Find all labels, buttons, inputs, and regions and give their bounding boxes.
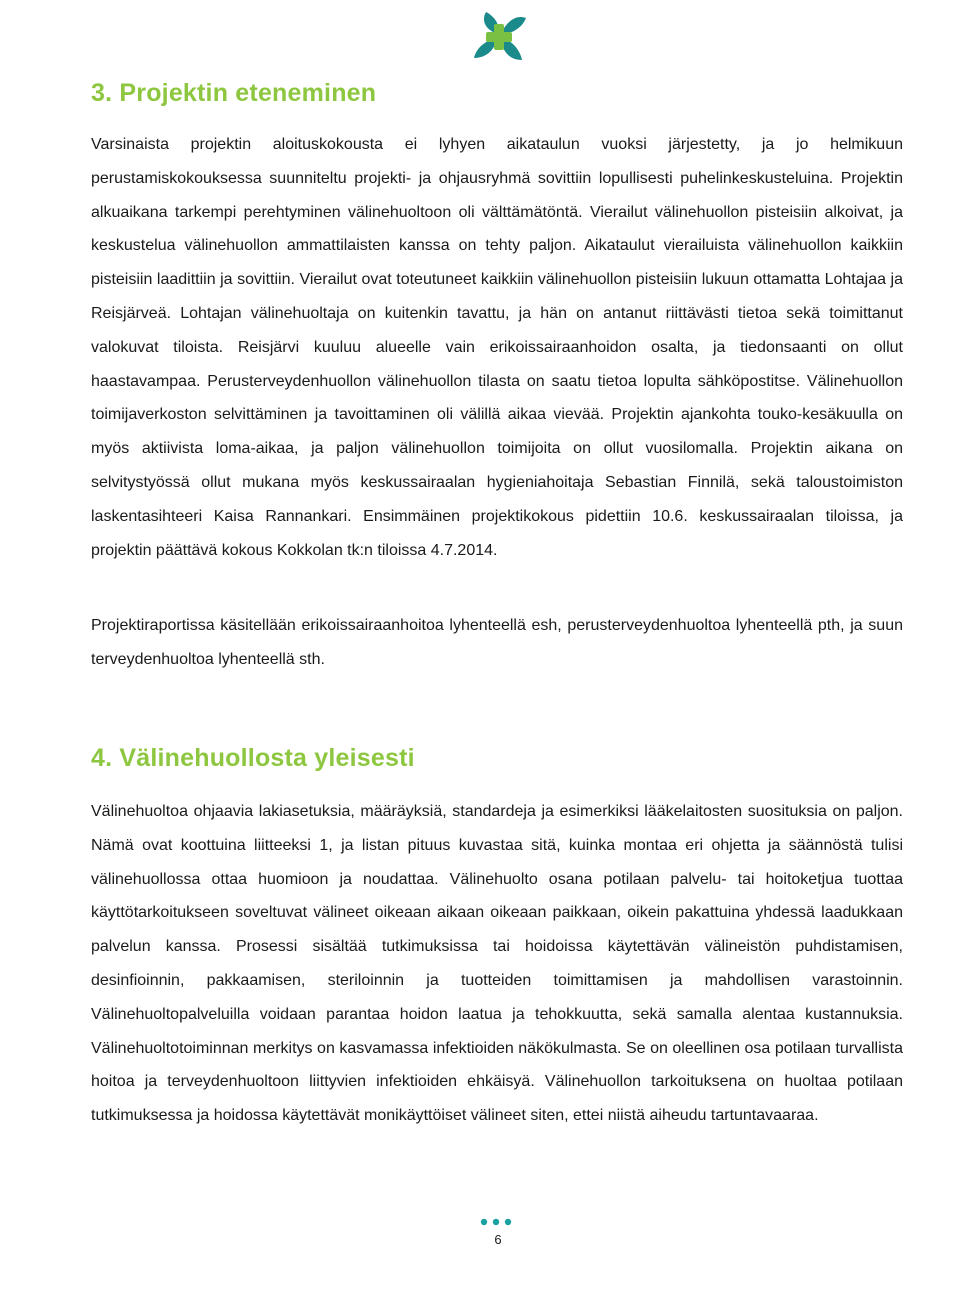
body-paragraph: Projektiraportissa käsitellään erikoissairaanhoitoa lyhenteellä esh, perusterveydenhuoltoa lyhenteellä pth, ja suun terveydenhuoltoa lyhenteellä sth. bbox=[91, 617, 903, 668]
cross-logo-icon bbox=[466, 6, 532, 66]
page-number: 6 bbox=[494, 1232, 502, 1247]
body-paragraph: Varsinaista projektin aloituskokousta ei lyhyen aikataulun vuoksi järjestetty, ja jo helmikuun perustamiskokouksessa suunniteltu projekti- ja ohjausryhmä sovittiin lopullisesti puhelinkeskusteluina. Projektin alkuaikana tarkempi perehtyminen välinehuoltoon oli välttämätöntä. Vierailut välinehuollon pisteisiin alkoivat, ja keskustelua välinehuollon ammattilaisten kanssa on tehty paljon. Aikataulut vierailuista välinehuollon kaikkiin pisteisiin laadittiin ja sovittiin. Vierailut ovat toteutuneet kaikkiin välinehuollon pisteisiin lukuun ottamatta Lohtajaa ja Reisjärveä. Lohtajan välinehuoltaja on kuitenkin tavattu, ja hän on antanut riittävästi tietoa sekä toimittanut valokuvat tiloista. Reisjärvi kuuluu alueelle vain erikoissairaanhoidon osalta, ja tiedonsaanti on ollut haastavampaa. Perusterveydenhuollon välinehuollon tilasta on saatu tietoa lopulta sähköpostitse. Välinehuollon toimijaverkoston selvittäminen ja tavoittaminen oli välillä aikaa vievää. Projektin ajankohta touko-kesäkuulla on myös aktiivista loma-aikaa, ja paljon välinehuollon toimijoita on ollut vuosilomalla. Projektin aikana on selvitystyössä ollut mukana myös keskussairaalan hygieniahoitaja Sebastian Finnilä, sekä taloustoimiston laskentasihteeri Kaisa Rannankari. Ensimmäinen projektikokous pidettiin 10.6. keskussairaalan tiloissa, ja projektin päättävä kokous Kokkolan tk:n tiloissa 4.7.2014. bbox=[91, 136, 903, 559]
body-paragraph: Välinehuoltoa ohjaavia lakiasetuksia, määräyksiä, standardeja ja esimerkiksi lääkelaitosten suosituksia on paljon. Nämä ovat koottuina liitteeksi 1, ja listan pituus kuvastaa sitä, kuinka montaa eri ohjetta ja säännöstä tulisi välinehuollossa ottaa huomioon ja noudattaa. Välinehuolto osana potilaan palvelu- tai hoitoketjua tuottaa käyttötarkoitukseen soveltuvat välineet oikeaan aikaan oikeaan paikkaan, oikein pakattuina yhdessä laadukkaan palvelun kanssa. Prosessi sisältää tutkimuksissa tai hoidoissa käytettävän välineistön puhdistamisen, desinfioinnin, pakkaamisen, steriloinnin ja tuotteiden toimittamisen ja mahdollisen varastoinnin. Välinehuoltopalveluilla voidaan parantaa hoidon laatua ja tehokkuutta, sekä samalla alentaa kustannuksia. Välinehuoltotoiminnan merkitys on kasvamassa infektioiden näkökulmasta. Se on oleellinen osa potilaan turvallista hoitoa ja terveydenhuoltoon liittyvien infektioiden ehkäisyä. Välinehuollon tarkoituksena on huoltaa potilaan tutkimuksessa ja hoidossa käytettävät monikäyttöiset välineet siten, ettei niistä aiheudu tartuntavaaraa. bbox=[91, 803, 903, 1125]
ellipsis-dots-icon bbox=[479, 1217, 519, 1227]
section-heading-instrument-care: 4. Välinehuollosta yleisesti bbox=[91, 744, 415, 772]
section-heading-project-progress: 3. Projektin eteneminen bbox=[91, 79, 377, 107]
